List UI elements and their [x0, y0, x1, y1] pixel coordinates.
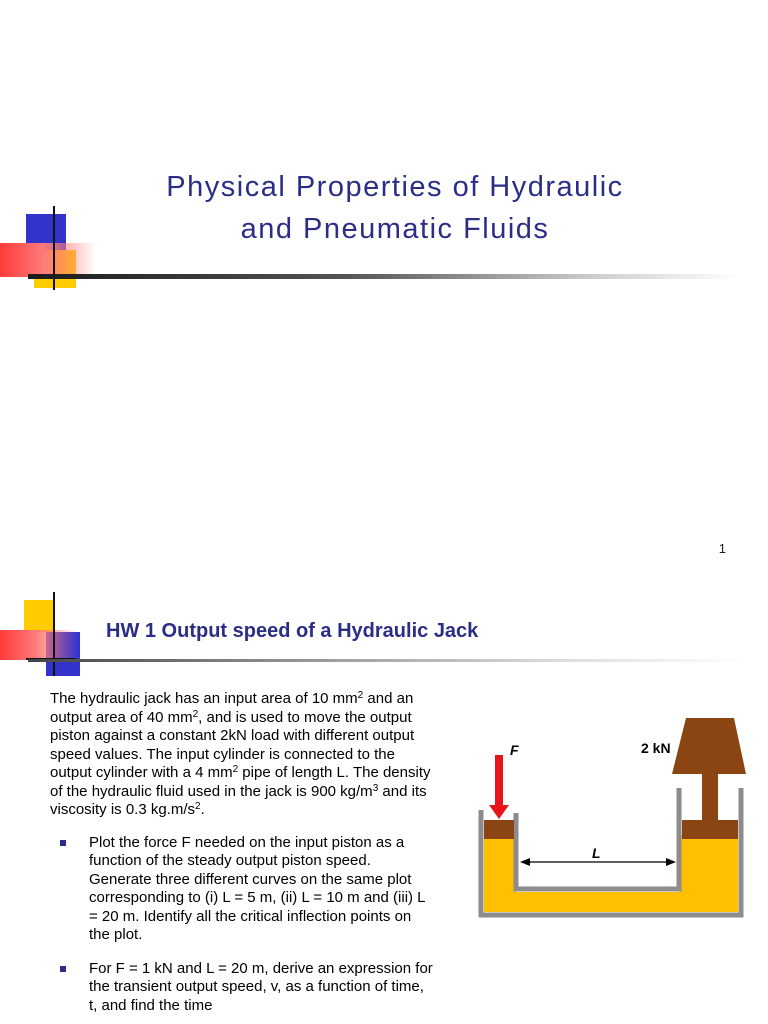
hydraulic-jack-diagram: [476, 715, 748, 925]
slide-title-line-2: and Pneumatic Fluids: [240, 213, 550, 245]
title-rule: [28, 274, 740, 279]
list-item-text: Plot the force F needed on the input piston as a function of the steady output piston speed. Generate three different curves on the same plot corresponding to (i) L = 5 m, (ii) L = 10 m and (iii) L = 20 m. Identify all the critical inflection points on the plot.: [89, 833, 425, 943]
dimension-arrow-right-icon: [666, 858, 676, 866]
piston-rod: [702, 773, 718, 821]
page-number: 1: [718, 541, 726, 556]
bullet-icon: [60, 840, 66, 846]
slide-2: [0, 570, 768, 1024]
paragraph-text: pipe of length L. The density of the hydraulic fluid used in the jack is 900 kg/m: [50, 764, 431, 800]
dimension-arrow-left-icon: [520, 858, 530, 866]
paragraph-text: , and is used to move the output piston against a constant 2kN load with different output speed values. The input cylinder is connected to the output cylinder with a 4 mm: [50, 708, 415, 781]
problem-paragraph: [50, 690, 434, 820]
problem-text: [50, 690, 434, 1024]
superscript: 2: [195, 801, 201, 812]
load-weight-icon: [672, 718, 746, 774]
paragraph-text: The hydraulic jack has an input area of 10 mm: [50, 690, 358, 707]
hydraulic-fluid: [484, 835, 738, 912]
bullet-icon: [60, 966, 66, 972]
task-list: [50, 834, 434, 1016]
list-item: [50, 960, 434, 1016]
title-rule: [28, 659, 748, 662]
force-label: F: [510, 742, 519, 758]
length-label: L: [592, 845, 601, 861]
superscript: 3: [372, 782, 379, 794]
superscript: 2: [192, 708, 199, 720]
force-arrow-shaft: [495, 755, 503, 807]
red-gradient-bar: [0, 630, 78, 660]
paragraph-text: and an output area of 40 mm: [50, 690, 414, 726]
list-item-text: For F = 1 kN and L = 20 m, derive an expression for the transient output speed, v, as a function of time, t, and find the time: [89, 959, 433, 1014]
load-label: 2 kN: [641, 740, 671, 756]
slide-title-line-1: Physical Properties of Hydraulic: [166, 171, 624, 203]
paragraph-text: and its viscosity is 0.3 kg.m/s: [50, 782, 427, 818]
output-piston: [682, 820, 738, 839]
yellow-square: [24, 600, 54, 632]
superscript: 2: [232, 764, 239, 775]
slide-title: [80, 166, 710, 250]
deco-vertical-line: [53, 592, 55, 676]
superscript: 2: [357, 690, 364, 701]
slide-title: HW 1 Output speed of a Hydraulic Jack: [106, 620, 479, 642]
input-piston: [484, 820, 514, 839]
container-inner-wall: [516, 788, 679, 889]
force-arrow-head: [489, 805, 509, 819]
paragraph-text: .: [200, 801, 205, 818]
list-item: [50, 834, 434, 945]
